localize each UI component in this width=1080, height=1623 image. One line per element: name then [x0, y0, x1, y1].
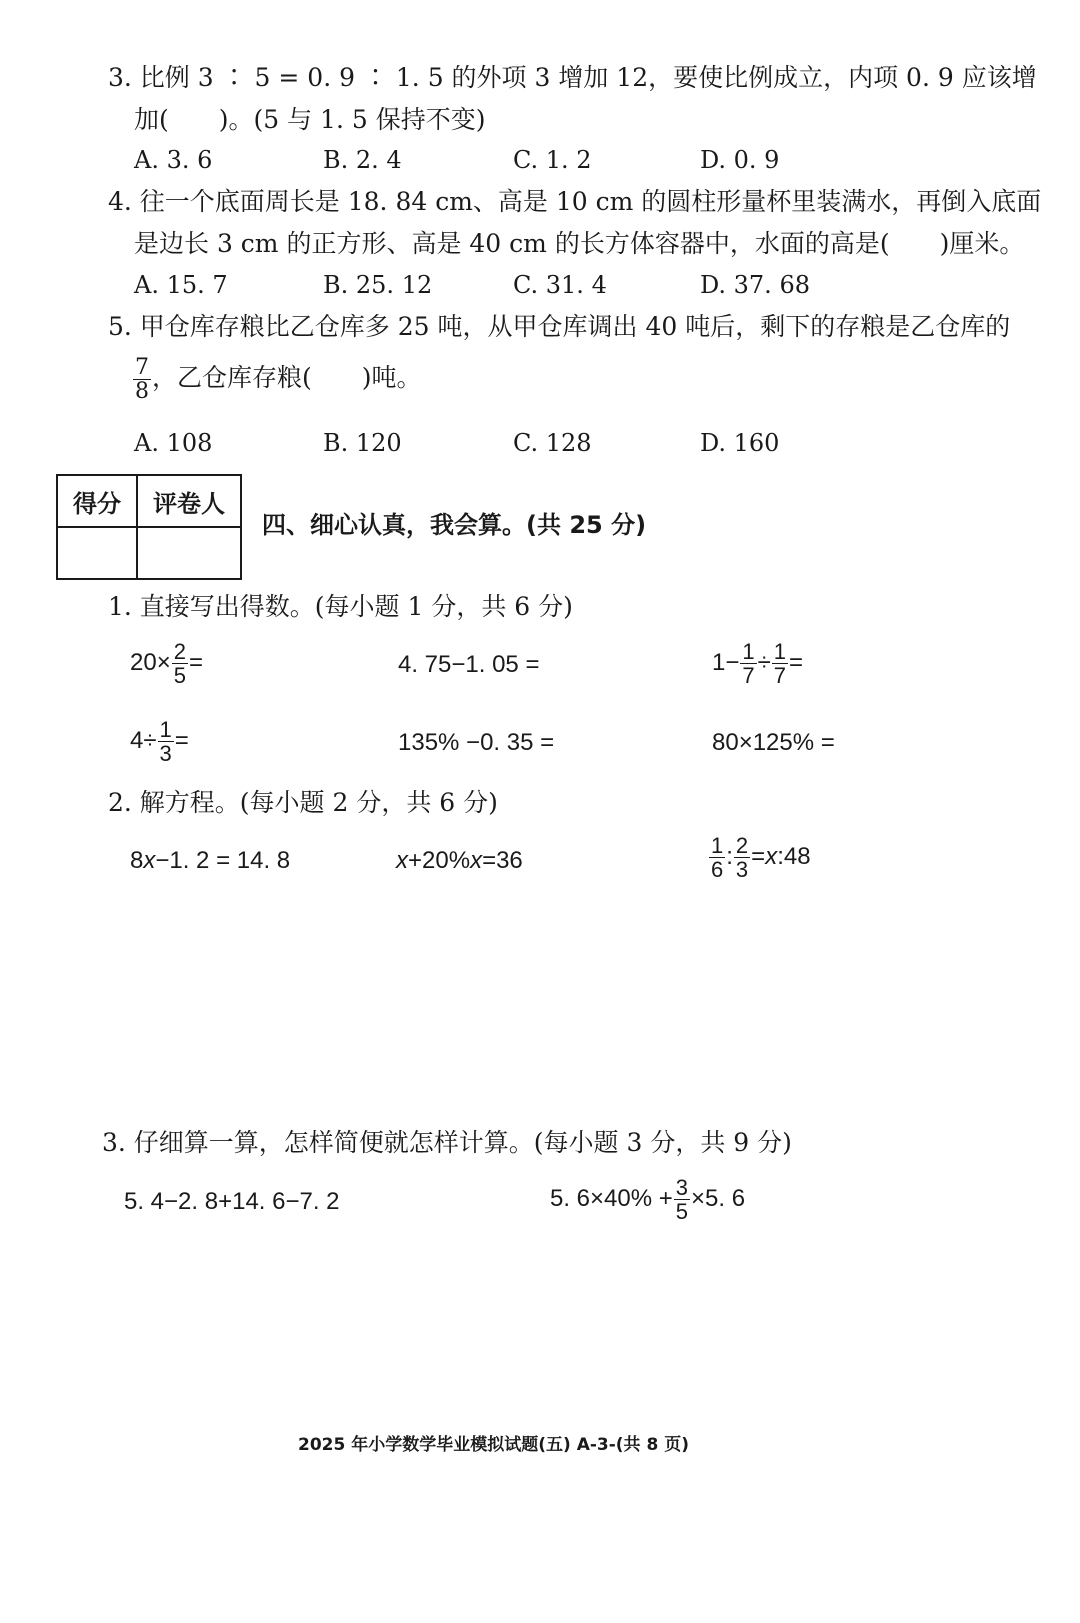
- calc-3-num1: 1: [742, 639, 755, 664]
- calc-4-num: 1: [159, 717, 172, 742]
- q5-option-c: C. 128: [513, 429, 592, 457]
- score-header: 得分: [57, 475, 137, 527]
- eq2-end: =36: [482, 847, 523, 874]
- calc-4-pre: 4÷: [130, 726, 157, 754]
- calc-3-den2: 7: [773, 663, 787, 689]
- eq3-num2: 2: [735, 833, 749, 858]
- q5-fraction: [133, 356, 151, 403]
- calc-4-div: [130, 718, 189, 765]
- score-table: [56, 474, 242, 580]
- q4-line2: 是边长 3 cm 的正方形、高是 40 cm 的长方体容器中，水面的高是( )厘米。: [134, 229, 1025, 258]
- calc-1-post: =: [188, 648, 203, 676]
- eq3-num1: 1: [711, 833, 724, 858]
- calc-3-num2: 1: [773, 639, 787, 664]
- part2-heading: 2. 解方程。(每小题 2 分，共 6 分): [108, 788, 498, 817]
- eq2-var1: x: [396, 847, 408, 874]
- calc-4-75: 4. 75−1. 05 =: [398, 651, 540, 678]
- eq3-end: :48: [777, 842, 811, 870]
- eq3-den1: 6: [711, 857, 724, 883]
- calc-3-den1: 7: [742, 663, 755, 689]
- page-footer: 2025 年小学数学毕业模拟试题(五) A-3-(共 8 页): [298, 1435, 689, 1455]
- q4-line1: 4. 往一个底面周长是 18. 84 cm、高是 10 cm 的圆柱形量杯里装满水，再倒入底面: [108, 187, 1042, 216]
- q5-line2-tail: ，乙仓库存粮( )吨。: [152, 363, 422, 393]
- equation-3: [708, 834, 811, 881]
- part3-heading: 3. 仔细算一算，怎样简便就怎样计算。(每小题 3 分，共 9 分): [102, 1128, 792, 1157]
- q3-line1: 3. 比例 3 ∶ 5 = 0. 9 ∶ 1. 5 的外项 3 增加 12，要使比例成立，内项 0. 9 应该增: [108, 63, 1037, 92]
- compute-2-den: 5: [675, 1199, 689, 1225]
- compute-2-post: ×5. 6: [691, 1184, 746, 1212]
- compute-1: 5. 4−2. 8+14. 6−7. 2: [124, 1188, 340, 1215]
- q4-option-a: A. 15. 7: [134, 271, 228, 299]
- eq1-var: x: [143, 847, 156, 874]
- eq2-mid: +20%: [408, 847, 471, 874]
- equation-1: [130, 846, 290, 876]
- grader-header: 评卷人: [137, 475, 241, 527]
- q5-option-a: A. 108: [134, 429, 213, 457]
- q5-option-d: D. 160: [700, 429, 780, 457]
- calc-1-pre: 20×: [130, 648, 171, 676]
- calc-3-post: =: [789, 648, 804, 676]
- eq2-var2: x: [470, 847, 483, 874]
- q4-option-d: D. 37. 68: [700, 271, 810, 299]
- eq3-den2: 3: [735, 857, 749, 883]
- eq1-coef: 8: [130, 847, 144, 874]
- part1-heading: 1. 直接写出得数。(每小题 1 分，共 6 分): [108, 592, 573, 621]
- grader-cell[interactable]: [137, 527, 241, 579]
- calc-3-pre: 1−: [712, 648, 740, 676]
- compute-2-num: 3: [675, 1175, 689, 1200]
- calc-135pct: 135% −0. 35 =: [398, 729, 555, 756]
- q5-frac-den: 8: [135, 379, 149, 405]
- section-title: 四、细心认真，我会算。(共 25 分): [262, 511, 647, 539]
- compute-2: [550, 1176, 745, 1223]
- q3-option-c: C. 1. 2: [513, 146, 592, 174]
- q3-option-a: A. 3. 6: [134, 146, 213, 174]
- q5-line2: [132, 356, 422, 403]
- calc-80x125pct: 80×125% =: [712, 729, 835, 756]
- eq3-colon: :: [726, 842, 733, 870]
- q5-line1: 5. 甲仓库存粮比乙仓库多 25 吨，从甲仓库调出 40 吨后，剩下的存粮是乙仓库的: [108, 312, 1011, 341]
- calc-1-den: 5: [173, 663, 186, 689]
- q5-option-b: B. 120: [323, 429, 402, 457]
- calc-20x2-5: [130, 640, 203, 687]
- calc-4-post: =: [174, 726, 189, 754]
- score-cell[interactable]: [57, 527, 137, 579]
- q3-option-b: B. 2. 4: [323, 146, 402, 174]
- calc-3-op: ÷: [757, 648, 771, 676]
- eq3-var: x: [765, 842, 778, 870]
- eq3-eq: =: [751, 842, 766, 870]
- q3-option-d: D. 0. 9: [700, 146, 780, 174]
- q4-option-c: C. 31. 4: [513, 271, 607, 299]
- calc-4-den: 3: [159, 741, 172, 767]
- q5-frac-num: 7: [135, 355, 149, 380]
- calc-1-minus: [712, 640, 803, 687]
- compute-2-pre: 5. 6×40% +: [550, 1184, 673, 1212]
- calc-1-num: 2: [173, 639, 186, 664]
- equation-2: [396, 846, 523, 876]
- q4-option-b: B. 25. 12: [323, 271, 433, 299]
- eq1-rest: −1. 2 = 14. 8: [155, 847, 291, 874]
- q3-line2: 加( )。(5 与 1. 5 保持不变): [134, 105, 486, 134]
